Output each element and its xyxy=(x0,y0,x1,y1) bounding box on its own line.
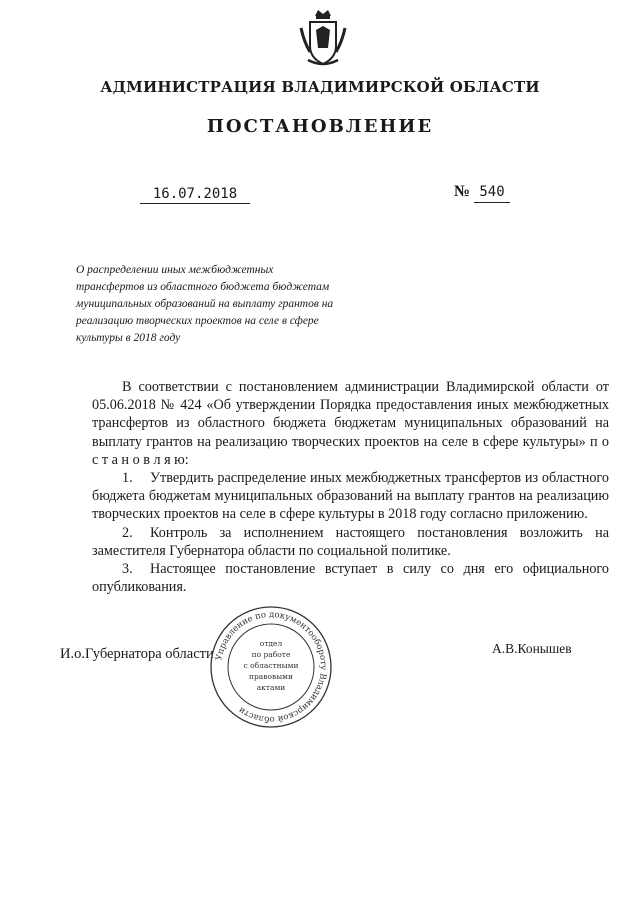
coat-of-arms-emblem xyxy=(298,8,348,70)
preamble-text: В соответствии с постановлением администрации Владимирской области от 05.06.2018 № 424 «Об утверждении Порядка предоставления иных межбюджетных трансфертов из областного бюджета бюджетам муниципальных образований на выплату грантов на реализацию творческих проектов на селе в сфере культуры» xyxy=(92,379,609,450)
signer-title: И.о.Губернатора области xyxy=(60,646,214,662)
stamp-line: правовыми xyxy=(248,672,294,681)
stamp-line: с областными xyxy=(243,661,299,670)
list-item xyxy=(92,560,609,596)
item-text: Утвердить распределение иных межбюджетных трансфертов из областного бюджета бюджетам муниципальных образований на выплату грантов на реализацию творческих проектов на селе в сфере культуры в 2018 году согласно приложению. xyxy=(92,470,609,523)
signer-name: А.В.Конышев xyxy=(492,641,572,656)
item-number: 3. xyxy=(122,561,133,578)
official-stamp xyxy=(208,604,334,730)
item-number: 1. xyxy=(122,470,133,487)
item-text: Контроль за исполнением настоящего постановления возложить на заместителя Губернатора области по социальной политике. xyxy=(92,524,609,559)
stamp-line: актами xyxy=(256,683,286,692)
document-body xyxy=(92,378,609,596)
stamp-ring-text: Управление по документообороту Владимирской области xyxy=(214,609,329,725)
document-title: ПОСТАНОВЛЕНИЕ xyxy=(206,116,434,137)
document-number: 540 xyxy=(474,184,510,203)
item-text: Настоящее постановление вступает в силу со дня его официального опубликования. xyxy=(92,561,609,596)
item-number: 2. xyxy=(122,524,133,541)
number-sign: № xyxy=(454,183,471,200)
document-subject: О распределении иных межбюджетных трансфертов из областного бюджета бюджетам муниципальных образований на выплату грантов на реализацию творческих проектов на селе в сфере культуры в 2018 году xyxy=(76,264,334,344)
organization-name: АДМИНИСТРАЦИЯ ВЛАДИМИРСКОЙ ОБЛАСТИ xyxy=(100,78,540,96)
stamp-line: по работе xyxy=(251,650,291,659)
list-item xyxy=(92,524,609,560)
stamp-line: отдел xyxy=(259,639,283,648)
list-item xyxy=(92,469,609,524)
decree-word: п о с т а н о в л я ю: xyxy=(92,433,609,468)
preamble-paragraph xyxy=(92,378,609,469)
document-date: 16.07.2018 xyxy=(140,186,250,204)
